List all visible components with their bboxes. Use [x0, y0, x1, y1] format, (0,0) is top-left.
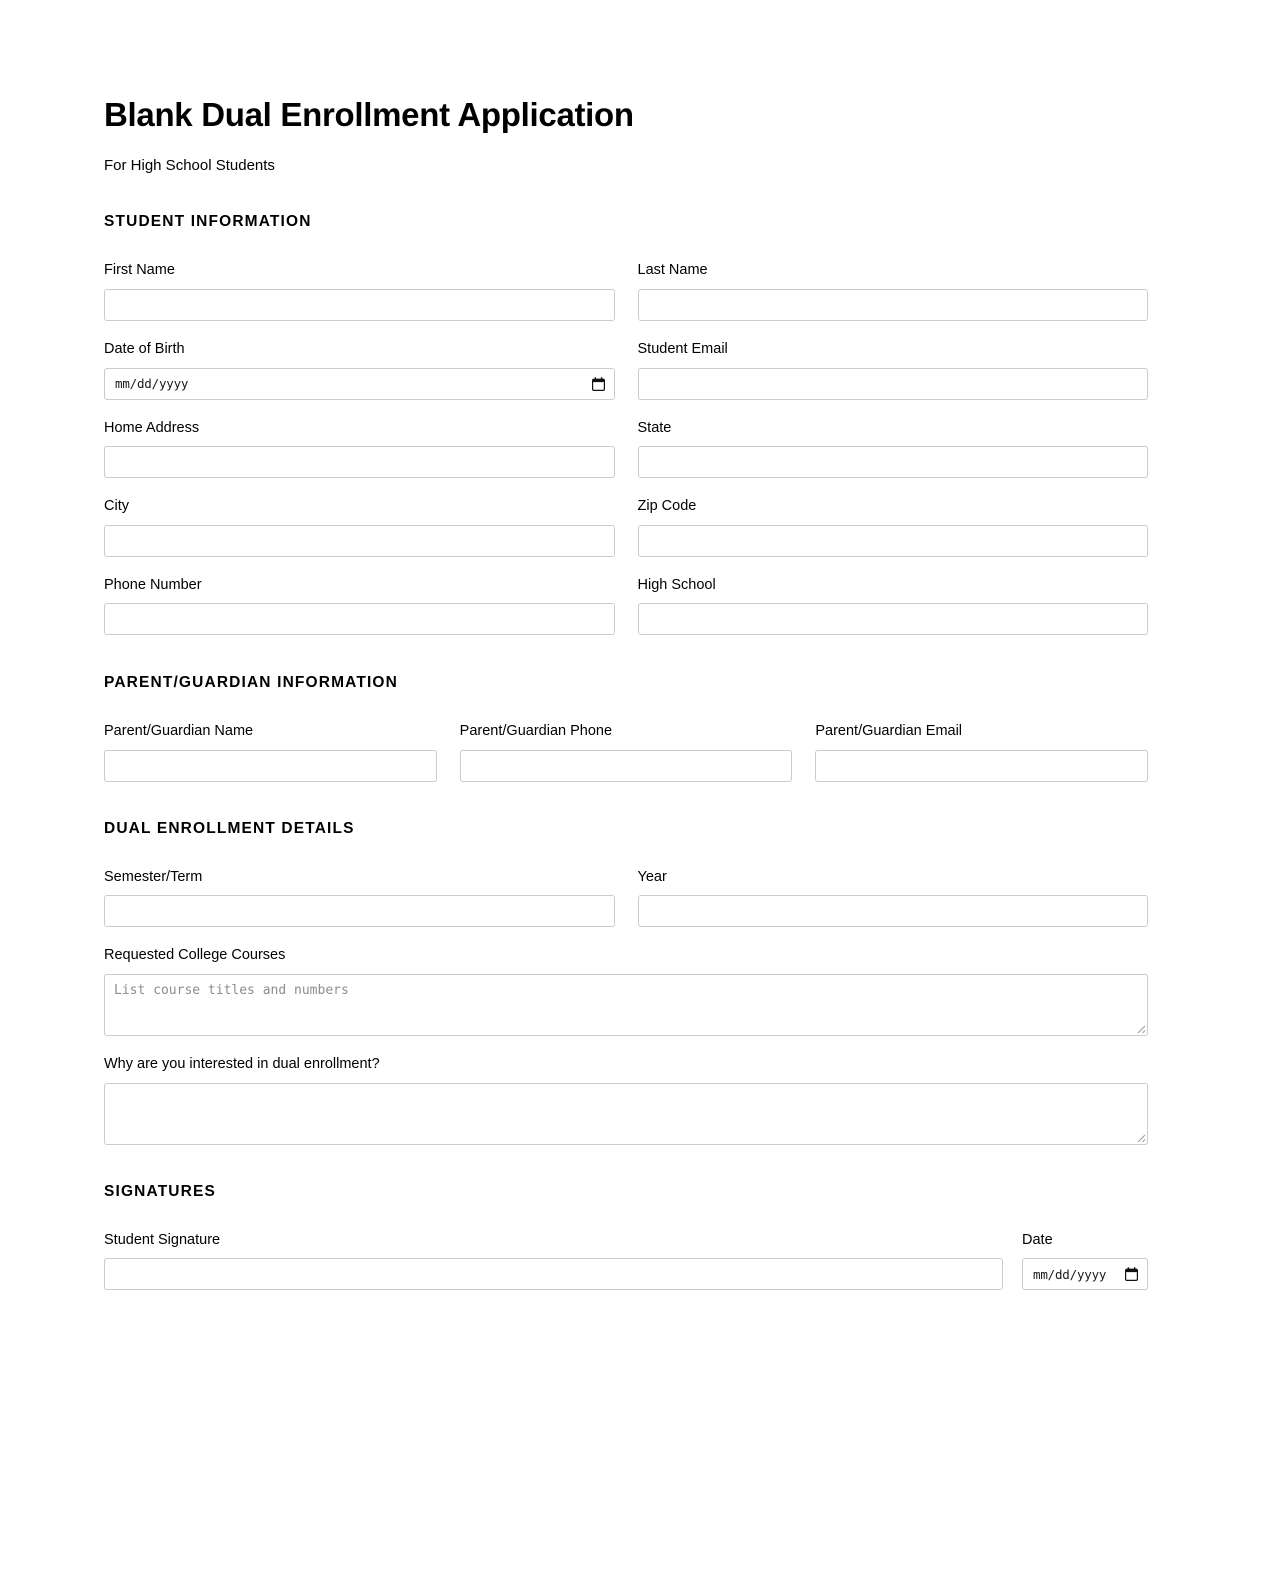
label-interest-reason: Why are you interested in dual enrollment? [104, 1055, 380, 1072]
label-phone-number: Phone Number [104, 576, 202, 593]
interest-reason-placeholder [105, 1084, 1147, 1100]
last-name-input[interactable] [638, 289, 1149, 321]
section-student-information [104, 213, 1148, 635]
first-name-input[interactable] [104, 289, 615, 321]
field-row [104, 1231, 1148, 1291]
signature-date-input[interactable] [1022, 1258, 1148, 1290]
field-row [104, 868, 1148, 928]
field-group-parent-email [815, 722, 1148, 782]
section-parent-guardian-information [104, 674, 1148, 782]
field-group-zip-code [638, 497, 1149, 557]
label-zip-code: Zip Code [637, 498, 697, 515]
high-school-input[interactable] [638, 603, 1149, 635]
label-home-address: Home Address [104, 419, 200, 436]
field-group-signature-date [1022, 1231, 1148, 1291]
year-input[interactable] [638, 895, 1149, 927]
requested-courses-placeholder: List course titles and numbers [114, 982, 349, 998]
resize-grip-icon[interactable] [1133, 1021, 1146, 1034]
field-group-home-address [104, 419, 615, 479]
parent-guardian-name-input[interactable] [104, 750, 437, 782]
section-heading-parent-guardian: PARENT/GUARDIAN INFORMATION [104, 674, 398, 692]
label-student-signature: Student Signature [104, 1231, 221, 1248]
label-last-name: Last Name [637, 262, 708, 279]
parent-guardian-email-input[interactable] [815, 750, 1148, 782]
field-group-last-name [638, 261, 1149, 321]
label-first-name: First Name [104, 262, 175, 279]
section-signatures [104, 1183, 1148, 1291]
section-dual-enrollment-details [104, 820, 1148, 1145]
label-student-email: Student Email [637, 341, 728, 357]
home-address-input[interactable] [104, 446, 615, 478]
section-heading-student-information: STUDENT INFORMATION [104, 213, 312, 231]
phone-number-input[interactable] [104, 603, 615, 635]
parent-guardian-phone-input[interactable] [460, 750, 793, 782]
field-group-first-name [104, 261, 615, 321]
city-input[interactable] [104, 525, 615, 557]
signature-date-placeholder: mm/dd/yyyy [1033, 1266, 1107, 1282]
label-parent-guardian-name: Parent/Guardian Name [104, 723, 254, 740]
field-group-high-school [638, 576, 1149, 636]
field-row [104, 576, 1148, 636]
field-group-date-of-birth [104, 340, 615, 400]
interest-reason-textarea[interactable] [104, 1083, 1148, 1145]
field-group-phone-number [104, 576, 615, 636]
field-row [104, 419, 1148, 479]
field-row [104, 722, 1148, 782]
field-group-state [638, 419, 1149, 479]
label-signature-date: Date [1022, 1231, 1053, 1248]
calendar-icon[interactable] [592, 377, 605, 391]
date-of-birth-input[interactable] [104, 368, 615, 400]
label-state: State [637, 419, 672, 436]
label-parent-guardian-phone: Parent/Guardian Phone [459, 723, 613, 740]
label-date-of-birth: Date of Birth [104, 341, 185, 357]
field-group-student-email [638, 340, 1149, 400]
field-group-year [638, 868, 1149, 928]
label-year: Year [637, 868, 667, 885]
label-high-school: High School [637, 576, 716, 593]
resize-grip-icon[interactable] [1133, 1130, 1146, 1143]
field-row [104, 340, 1148, 400]
page-subtitle: For High School Students [104, 156, 275, 174]
label-city: City [104, 498, 129, 515]
student-signature-input[interactable] [104, 1258, 1003, 1290]
label-requested-college-courses: Requested College Courses [104, 947, 286, 964]
section-heading-signatures: SIGNATURES [104, 1182, 216, 1200]
section-heading-dual-enrollment: DUAL ENROLLMENT DETAILS [104, 819, 355, 837]
field-group-requested-courses [104, 946, 1148, 1036]
page-title: Blank Dual Enrollment Application [104, 96, 634, 133]
field-group-city [104, 497, 615, 557]
label-parent-guardian-email: Parent/Guardian Email [815, 723, 963, 740]
field-row [104, 497, 1148, 557]
date-of-birth-placeholder: mm/dd/yyyy [115, 376, 189, 392]
requested-college-courses-textarea[interactable] [104, 974, 1148, 1036]
state-input[interactable] [638, 446, 1149, 478]
semester-term-input[interactable] [104, 895, 615, 927]
zip-code-input[interactable] [638, 525, 1149, 557]
calendar-icon[interactable] [1125, 1267, 1138, 1281]
label-semester-term: Semester/Term [104, 868, 203, 885]
field-group-parent-name [104, 722, 437, 782]
field-group-student-signature [104, 1231, 1003, 1291]
field-row [104, 261, 1148, 321]
field-group-parent-phone [460, 722, 793, 782]
field-group-interest-reason [104, 1055, 1148, 1145]
field-group-semester-term [104, 868, 615, 928]
student-email-input[interactable] [638, 368, 1149, 400]
